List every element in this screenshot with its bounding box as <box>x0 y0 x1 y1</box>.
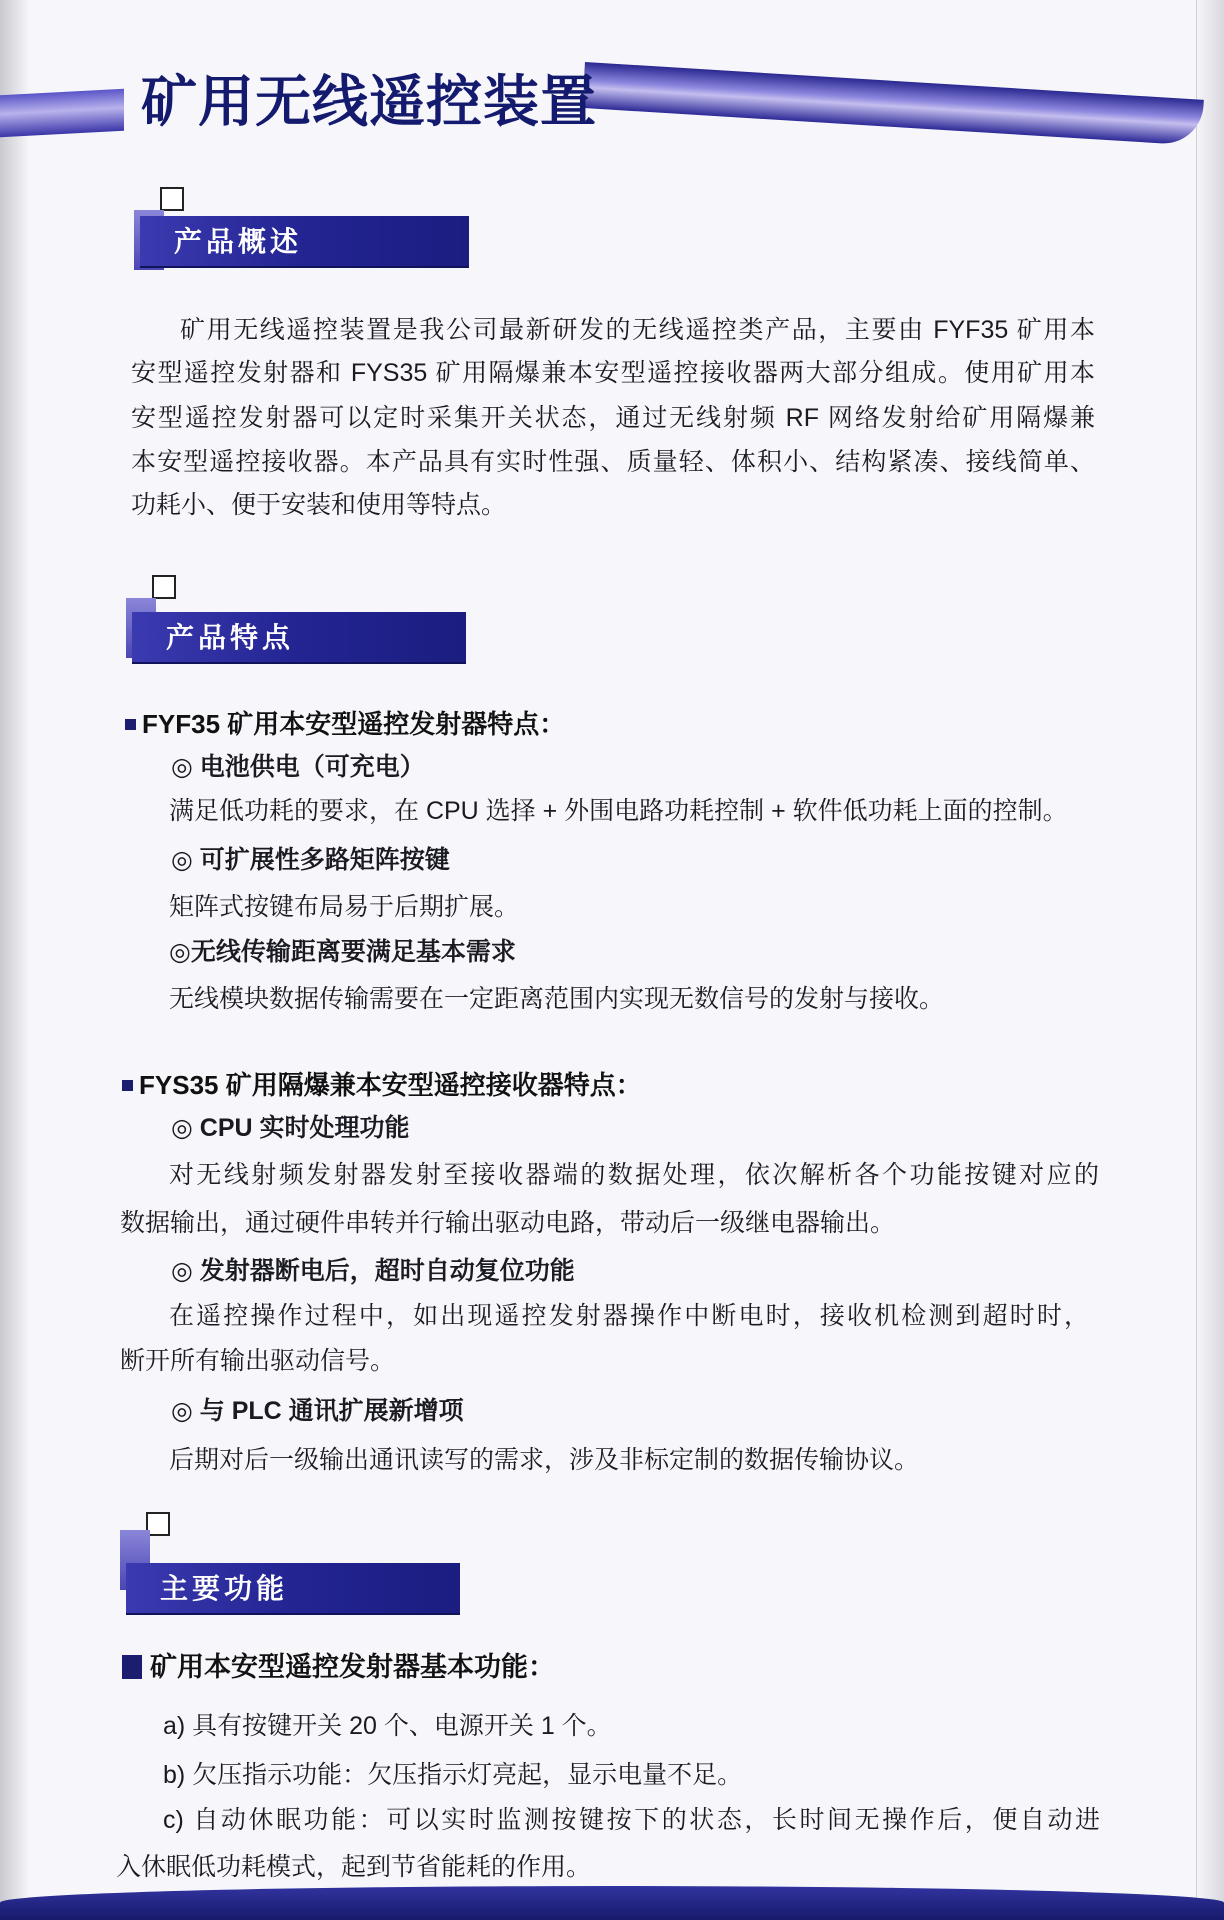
transmitter-features-title: FYF35 矿用本安型遥控发射器特点： <box>142 709 566 739</box>
feature-text: 数据输出，通过硬件串转并行输出驱动电路，带动后一级继电器输出。 <box>120 1209 896 1237</box>
overview-line: 功耗小、便于安装和使用等特点。 <box>131 491 507 519</box>
page-fold-shadow <box>0 0 30 1920</box>
feature-text: 矩阵式按键布局易于后期扩展。 <box>169 893 520 921</box>
function-item: a) 具有按键开关 20 个、电源开关 1 个。 <box>163 1712 612 1740</box>
title-band-right <box>582 62 1204 146</box>
header-square-icon <box>160 187 184 211</box>
bottom-band <box>0 1886 1224 1920</box>
function-item: b) 欠压指示功能：欠压指示灯亮起，显示电量不足。 <box>163 1761 743 1789</box>
feature-text: 在遥控操作过程中，如出现遥控发射器操作中断电时，接收机检测到超时时， <box>169 1302 1089 1330</box>
overview-line: 矿用无线遥控装置是我公司最新研发的无线遥控类产品，主要由 FYF35 矿用本 <box>180 316 1095 344</box>
feature-text: 后期对后一级输出通讯读写的需求，涉及非标定制的数据传输协议。 <box>169 1446 920 1474</box>
page-title: 矿用无线遥控装置 <box>141 70 597 133</box>
feature-text: 对无线射频发射器发射至接收器端的数据处理，依次解析各个功能按键对应的 <box>169 1161 1099 1189</box>
functions-title: 矿用本安型遥控发射器基本功能： <box>150 1652 555 1682</box>
section-header-overview: 产品概述 <box>140 216 469 266</box>
feature-text: 满足低功耗的要求，在 CPU 选择 + 外围电路功耗控制 + 软件低功耗上面的控制。 <box>169 797 1068 825</box>
function-item: 入休眠低功耗模式，起到节省能耗的作用。 <box>116 1853 592 1881</box>
transmitter-features-heading <box>125 709 565 739</box>
title-band-left <box>0 89 124 137</box>
overview-line: 本安型遥控接收器。本产品具有实时性强、质量轻、体积小、结构紧凑、接线简单、 <box>131 448 1095 476</box>
bullet-square-icon <box>125 719 136 730</box>
feature-label: ◎ CPU 实时处理功能 <box>171 1114 410 1142</box>
feature-text: 断开所有输出驱动信号。 <box>120 1347 396 1375</box>
feature-label: ◎ 可扩展性多路矩阵按键 <box>171 846 450 874</box>
feature-label: ◎ 与 PLC 通讯扩展新增项 <box>171 1397 464 1425</box>
overview-line: 安型遥控发射器可以定时采集开关状态，通过无线射频 RF 网络发射给矿用隔爆兼 <box>131 404 1095 432</box>
page-edge <box>1196 0 1224 1920</box>
feature-label: ◎ 发射器断电后，超时自动复位功能 <box>171 1257 575 1285</box>
feature-label: ◎ 电池供电（可充电） <box>171 753 425 781</box>
overview-line: 安型遥控发射器和 FYS35 矿用隔爆兼本安型遥控接收器两大部分组成。使用矿用本 <box>131 359 1095 387</box>
section-header-functions: 主要功能 <box>126 1563 460 1613</box>
receiver-features-title: FYS35 矿用隔爆兼本安型遥控接收器特点： <box>139 1070 642 1100</box>
functions-heading <box>122 1652 555 1682</box>
bullet-square-icon <box>122 1080 133 1091</box>
function-item: c) 自动休眠功能：可以实时监测按键按下的状态，长时间无操作后，便自动进 <box>163 1806 1100 1834</box>
header-square-icon <box>152 575 176 599</box>
section-header-features: 产品特点 <box>132 612 466 662</box>
feature-label: ◎无线传输距离要满足基本需求 <box>169 938 516 966</box>
receiver-features-heading <box>122 1070 642 1100</box>
feature-text: 无线模块数据传输需要在一定距离范围内实现无数信号的发射与接收。 <box>169 985 945 1013</box>
bullet-square-icon <box>122 1655 142 1679</box>
